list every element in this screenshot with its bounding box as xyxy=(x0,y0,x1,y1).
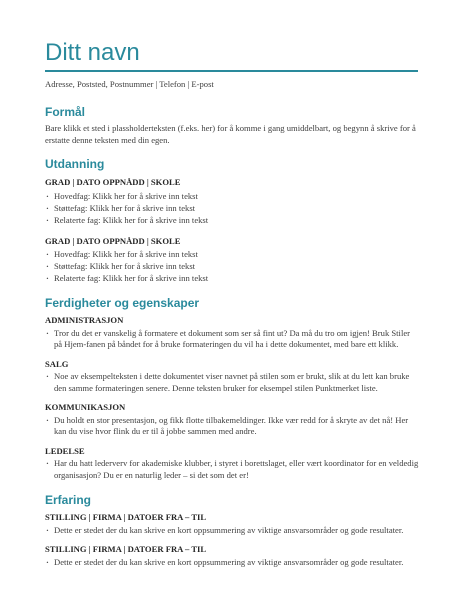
list-item[interactable]: · Relaterte fag: Klikk her for å skrive inn tekst xyxy=(45,214,419,226)
section-utdanning xyxy=(45,157,419,284)
education-entry xyxy=(45,177,419,226)
education-list xyxy=(45,190,419,226)
experience-entry xyxy=(45,544,419,568)
list-item[interactable]: · Tror du det er vanskelig å formatere et dokument som ser så fint ut? Da må du tro om igjen! Bruk Stiler på Hjem-fanen på båndet for å bruke formateringen du vil ha i dette dokumentet, med bare ett klikk. xyxy=(45,328,419,351)
experience-entry xyxy=(45,512,419,536)
experience-list xyxy=(45,557,419,569)
section-formal xyxy=(45,105,419,146)
list-item[interactable]: · Hovedfag: Klikk her for å skrive inn tekst xyxy=(45,190,419,202)
skill-heading[interactable]: SALG xyxy=(45,358,69,369)
list-item[interactable]: · Dette er stedet der du kan skrive en kort oppsummering av viktige ansvarsområder og gode resultater. xyxy=(45,525,419,537)
header-divider xyxy=(45,70,418,72)
section-erfaring xyxy=(45,493,419,568)
list-item[interactable]: · Dette er stedet der du kan skrive en kort oppsummering av viktige ansvarsområder og gode resultater. xyxy=(45,557,419,569)
experience-heading[interactable]: STILLING | FIRMA | DATOER FRA – TIL xyxy=(45,512,207,522)
skill-heading[interactable]: LEDELSE xyxy=(45,445,85,456)
resume-page xyxy=(45,38,419,568)
list-item[interactable]: · Har du hatt lederverv for akademiske klubber, i styret i borettslaget, eller vært koordinator for en veldedig organisasjon? Du er en naturlig leder – si det som det er! xyxy=(45,458,419,481)
section-title-formal: Formål xyxy=(45,105,86,119)
list-item[interactable]: · Støttefag: Klikk her for å skrive inn tekst xyxy=(45,202,419,214)
list-item[interactable]: · Du holdt en stor presentasjon, og fikk flotte tilbakemeldinger. Ikke vær redd for å skryte av det nå! Her kan du vise hvor flink du er til å jobbe sammen med andre. xyxy=(45,415,419,438)
experience-heading[interactable]: STILLING | FIRMA | DATOER FRA – TIL xyxy=(45,544,207,554)
list-item[interactable]: · Støttefag: Klikk her for å skrive inn tekst xyxy=(45,260,419,272)
list-item[interactable]: · Noe av eksempelteksten i dette dokumentet viser navnet på stilen som er brukt, slik at du lett kan bruke den samme formateringen senere. Denne teksten bruker for eksempel stilen Punktmerket liste. xyxy=(45,371,419,394)
skill-group xyxy=(45,315,419,351)
section-title-utdanning: Utdanning xyxy=(45,157,105,171)
skill-heading[interactable]: KOMMUNIKASJON xyxy=(45,402,126,412)
section-title-erfaring: Erfaring xyxy=(45,493,92,507)
section-ferdigheter xyxy=(45,296,419,481)
formal-text[interactable]: Bare klikk et sted i plassholderteksten (f.eks. her) for å komme i gang umiddelbart, og begynn å skrive for å erstatte denne teksten med din egen. xyxy=(45,123,416,145)
skill-group xyxy=(45,359,419,395)
skill-heading[interactable]: ADMINISTRASJON xyxy=(45,315,124,325)
list-item[interactable]: · Relaterte fag: Klikk her for å skrive inn tekst xyxy=(45,272,419,284)
skill-group xyxy=(45,402,419,438)
skill-list xyxy=(45,458,419,481)
skill-list xyxy=(45,371,419,394)
section-title-ferdigheter: Ferdigheter og egenskaper xyxy=(45,296,200,310)
education-heading[interactable]: GRAD | DATO OPPNÅDD | SKOLE xyxy=(45,177,181,187)
list-item[interactable]: · Hovedfag: Klikk her for å skrive inn tekst xyxy=(45,248,419,260)
experience-list xyxy=(45,525,419,537)
skill-list xyxy=(45,415,419,438)
resume-name[interactable]: Ditt navn xyxy=(45,39,140,66)
skill-group xyxy=(45,446,419,482)
education-list xyxy=(45,248,419,284)
education-heading[interactable]: GRAD | DATO OPPNÅDD | SKOLE xyxy=(45,235,181,246)
skill-list xyxy=(45,328,419,351)
education-entry xyxy=(45,236,419,285)
contact-line[interactable]: Adresse, Poststed, Postnummer | Telefon | E-post xyxy=(45,79,214,89)
